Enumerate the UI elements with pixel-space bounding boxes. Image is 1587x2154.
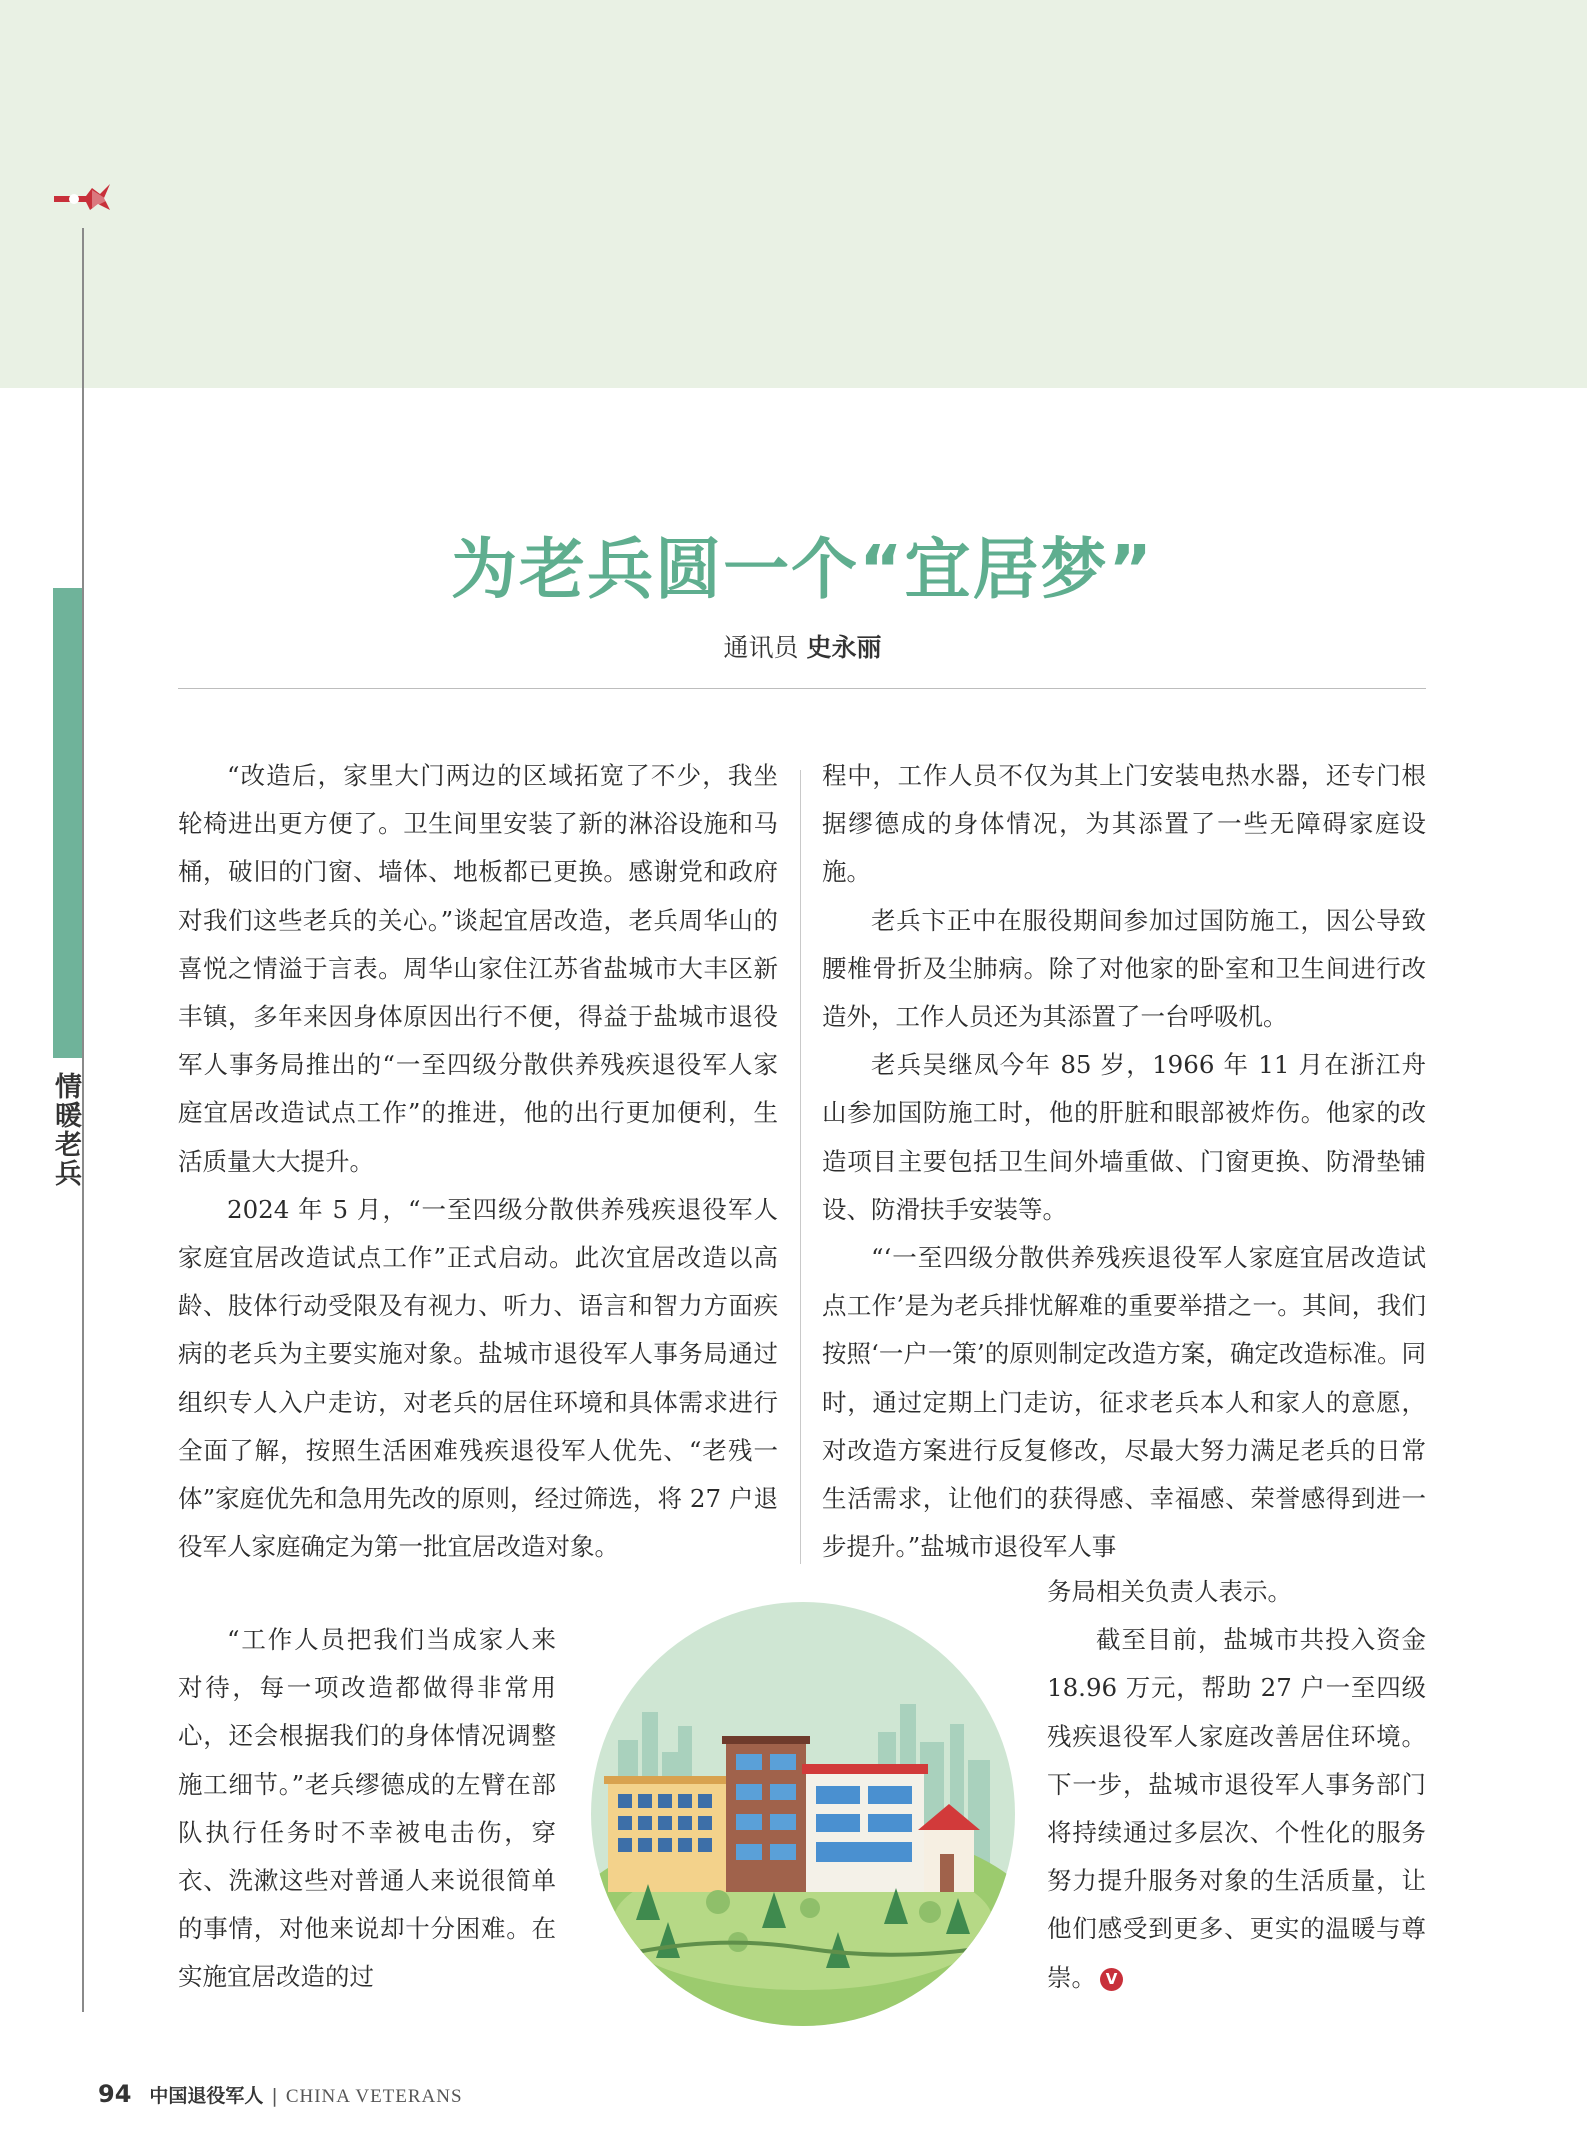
column-divider — [800, 770, 801, 1564]
section-label: 情暖老兵 — [50, 1072, 81, 1188]
paragraph — [1047, 1616, 1426, 2002]
page-number: 94 — [98, 2080, 132, 2108]
paragraph-continued: 程中，工作人员不仅为其上门安装电热水器，还专门根据缪德成的身体情况，为其添置了一些无障碍家庭设施。 — [822, 761, 1426, 887]
housing-illustration — [578, 1592, 1028, 2036]
header-band — [0, 0, 1587, 388]
paragraph: “工作人员把我们当成家人来对待，每一项改造都做得非常用心，还会根据我们的身体情况调整施工细节。”老兵缪德成的左臂在部队执行任务时不幸被电击伤，穿衣、洗漱这些对普通人来说很简单的事情，对他来说却十分困难。在实施宜居改造的过 — [178, 1625, 556, 1992]
column-right-lower — [1047, 1568, 1426, 2002]
magazine-logo-icon — [52, 180, 114, 214]
byline-name: 史永丽 — [806, 633, 882, 662]
page-footer — [98, 2080, 463, 2110]
paragraph: 老兵吴继凤今年 85 岁，1966 年 11 月在浙江舟山参加国防施工时，他的肝脏和眼部被炸伤。他家的改造项目主要包括卫生间外墙重做、门窗更换、防滑垫铺设、防滑扶手安装等。 — [822, 1050, 1426, 1224]
paragraph: 老兵卞正中在服役期间参加过国防施工，因公导致腰椎骨折及尘肺病。除了对他家的卧室和卫生间进行改造外，工作人员还为其添置了一台呼吸机。 — [822, 905, 1426, 1032]
paragraph: 2024 年 5 月，“一至四级分散供养残疾退役军人家庭宜居改造试点工作”正式启动。此次宜居改造以高龄、肢体行动受限及有视力、听力、语言和智力方面疾病的老兵为主要实施对象。盐城市退役军人事务局通过组织专人入户走访，对老兵的居住环境和具体需求进行全面了解，按照生活困难残疾退役军人优先、“老残一体”家庭优先和急用先改的原则，经过筛选，将 27 户退役军人家庭确定为第一批宜居改造对象。 — [178, 1194, 778, 1562]
magazine-name-cn: 中国退役军人 — [149, 2085, 264, 2107]
byline-role: 通讯员 — [723, 633, 799, 662]
column-right — [822, 752, 1426, 1571]
section-color-bar — [53, 588, 82, 1058]
footer-separator: | — [271, 2085, 278, 2107]
column-left-lower — [178, 1616, 556, 2002]
magazine-name-en: CHINA VETERANS — [285, 2086, 463, 2107]
byline — [180, 628, 1425, 664]
column-left — [178, 752, 778, 1571]
article-title: 为老兵圆一个“宜居梦” — [451, 531, 1154, 608]
side-rule — [82, 228, 84, 2012]
paragraph-text: 截至目前，盐城市共投入资金 18.96 万元，帮助 27 户一至四级残疾退役军人家庭改善居住环境。下一步，盐城市退役军人事务部门将持续通过多层次、个性化的服务努力提升服务对象的生活质量，让他们感受到更多、更实的温暖与尊崇。 — [1047, 1625, 1426, 1992]
paragraph: “改造后，家里大门两边的区域拓宽了不少，我坐轮椅进出更方便了。卫生间里安装了新的淋浴设施和马桶，破旧的门窗、墙体、地板都已更换。感谢党和政府对我们这些老兵的关心。”谈起宜居改造，老兵周华山的喜悦之情溢于言表。周华山家住江苏省盐城市大丰区新丰镇，多年来因身体原因出行不便，得益于盐城市退役军人事务局推出的“一至四级分散供养残疾退役军人家庭宜居改造试点工作”的推进，他的出行更加便利，生活质量大大提升。 — [178, 761, 778, 1176]
paragraph-continued: 务局相关负责人表示。 — [1047, 1577, 1292, 1606]
title-divider — [178, 688, 1426, 689]
end-mark-icon: V — [1100, 1968, 1123, 1991]
paragraph: “‘一至四级分散供养残疾退役军人家庭宜居改造试点工作’是为老兵排忧解难的重要举措之一。其间，我们按照‘一户一策’的原则制定改造方案，确定改造标准。同时，通过定期上门走访，征求老兵本人和家人的意愿，对改造方案进行反复修改，尽最大努力满足老兵的日常生活需求，让他们的获得感、幸福感、荣誉感得到进一步提升。”盐城市退役军人事 — [822, 1243, 1426, 1562]
